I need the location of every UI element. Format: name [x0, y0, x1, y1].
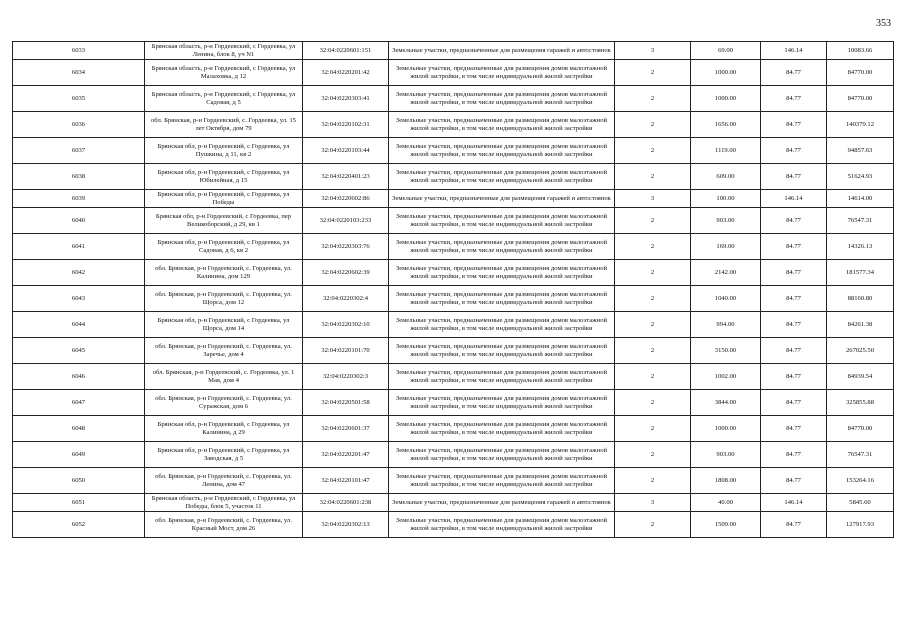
- row-number-cell: 6052: [13, 512, 145, 538]
- group-cell: 2: [615, 442, 691, 468]
- cadastral-number-cell: 32:04:0220302:13: [303, 512, 389, 538]
- table-row: [13, 390, 894, 416]
- cadastral-number-cell: 32:04:0220103:44: [303, 138, 389, 164]
- cadastral-value-cell: 84261.38: [827, 312, 894, 338]
- specific-value-cell: 146.14: [761, 494, 827, 512]
- table-row: [13, 286, 894, 312]
- table-row: [13, 208, 894, 234]
- cadastral-number-cell: 32:04:0220103:233: [303, 208, 389, 234]
- specific-value-cell: 84.77: [761, 260, 827, 286]
- cadastral-value-cell: 153264.16: [827, 468, 894, 494]
- cadastral-number-cell: 32:04:0220302:4: [303, 286, 389, 312]
- cadastral-value-cell: 325855.88: [827, 390, 894, 416]
- land-use-purpose-cell: Земельные участки, предназначенные для размещения домов малоэтажной жилой застройки, в том числе индивидуальной жилой застройки: [389, 286, 615, 312]
- group-cell: 2: [615, 112, 691, 138]
- specific-value-cell: 84.77: [761, 390, 827, 416]
- address-cell: Брянская область, р-н Гордеевский, с Гордеевка, ул Малаховка, д 12: [145, 60, 303, 86]
- specific-value-cell: 84.77: [761, 338, 827, 364]
- address-cell: Брянская область, р-н Гордеевский, с Гордеевка, ул Победы, блок 5, участок 11: [145, 494, 303, 512]
- row-number-cell: 6046: [13, 364, 145, 390]
- land-use-purpose-cell: Земельные участки, предназначенные для размещения домов малоэтажной жилой застройки, в том числе индивидуальной жилой застройки: [389, 208, 615, 234]
- group-cell: 2: [615, 468, 691, 494]
- table-row: [13, 234, 894, 260]
- table-row: [13, 190, 894, 208]
- row-number-cell: 6047: [13, 390, 145, 416]
- cadastral-value-cell: 51624.93: [827, 164, 894, 190]
- specific-value-cell: 84.77: [761, 138, 827, 164]
- area-cell: 1656.00: [691, 112, 761, 138]
- group-cell: 2: [615, 138, 691, 164]
- specific-value-cell: 84.77: [761, 468, 827, 494]
- area-cell: 903.00: [691, 442, 761, 468]
- address-cell: Брянская обл, р-н Гордеевский, с Гордеевка, ул Заводская, д 5: [145, 442, 303, 468]
- table-row: [13, 338, 894, 364]
- land-use-purpose-cell: Земельные участки, предназначенные для размещения гаражей и автостоянок: [389, 494, 615, 512]
- cadastral-value-cell: 76547.31: [827, 442, 894, 468]
- row-number-cell: 6043: [13, 286, 145, 312]
- group-cell: 2: [615, 364, 691, 390]
- land-use-purpose-cell: Земельные участки, предназначенные для размещения гаражей и автостоянок: [389, 42, 615, 60]
- cadastral-number-cell: 32:04:0220303:76: [303, 234, 389, 260]
- specific-value-cell: 146.14: [761, 42, 827, 60]
- group-cell: 3: [615, 494, 691, 512]
- specific-value-cell: 84.77: [761, 312, 827, 338]
- group-cell: 2: [615, 390, 691, 416]
- cadastral-number-cell: 32:04:0220102:31: [303, 112, 389, 138]
- area-cell: 994.00: [691, 312, 761, 338]
- table-row: [13, 364, 894, 390]
- area-cell: 1119.00: [691, 138, 761, 164]
- row-number-cell: 6034: [13, 60, 145, 86]
- land-use-purpose-cell: Земельные участки, предназначенные для размещения домов малоэтажной жилой застройки, в том числе индивидуальной жилой застройки: [389, 164, 615, 190]
- specific-value-cell: 84.77: [761, 164, 827, 190]
- area-cell: 2142.00: [691, 260, 761, 286]
- cadastral-value-cell: 127917.93: [827, 512, 894, 538]
- land-use-purpose-cell: Земельные участки, предназначенные для размещения домов малоэтажной жилой застройки, в том числе индивидуальной жилой застройки: [389, 468, 615, 494]
- address-cell: обл. Брянская, р-н Гордеевский, с. Гордеевка, ул. Красный Мост, дом 26: [145, 512, 303, 538]
- cadastral-value-cell: 140379.12: [827, 112, 894, 138]
- land-use-purpose-cell: Земельные участки, предназначенные для размещения гаражей и автостоянок: [389, 190, 615, 208]
- land-use-purpose-cell: Земельные участки, предназначенные для размещения домов малоэтажной жилой застройки, в том числе индивидуальной жилой застройки: [389, 442, 615, 468]
- specific-value-cell: 84.77: [761, 442, 827, 468]
- cadastral-number-cell: 32:04:0220101:70: [303, 338, 389, 364]
- cadastral-number-cell: 32:04:0220401:23: [303, 164, 389, 190]
- row-number-cell: 6051: [13, 494, 145, 512]
- cadastral-number-cell: 32:04:0220302:3: [303, 364, 389, 390]
- row-number-cell: 6044: [13, 312, 145, 338]
- group-cell: 2: [615, 416, 691, 442]
- page-number: 353: [876, 18, 891, 29]
- address-cell: Брянская обл, р-н Гордеевский, с Гордеевка, пер Великоборский, д 29, кв 1: [145, 208, 303, 234]
- row-number-cell: 6037: [13, 138, 145, 164]
- cadastral-number-cell: 32:04:0220501:58: [303, 390, 389, 416]
- specific-value-cell: 84.77: [761, 416, 827, 442]
- cadastral-number-cell: 32:04:0220302:10: [303, 312, 389, 338]
- cadastral-number-cell: 32:04:0220601:151: [303, 42, 389, 60]
- cadastral-value-cell: 94857.63: [827, 138, 894, 164]
- row-number-cell: 6041: [13, 234, 145, 260]
- group-cell: 2: [615, 260, 691, 286]
- cadastral-value-cell: 181577.34: [827, 260, 894, 286]
- area-cell: 1000.00: [691, 60, 761, 86]
- address-cell: обл. Брянская, р-н Гордеевский, с. Гордеевка, ул. Калинина, дом 129: [145, 260, 303, 286]
- specific-value-cell: 84.77: [761, 234, 827, 260]
- land-use-purpose-cell: Земельные участки, предназначенные для размещения домов малоэтажной жилой застройки, в том числе индивидуальной жилой застройки: [389, 512, 615, 538]
- specific-value-cell: 84.77: [761, 112, 827, 138]
- area-cell: 1509.00: [691, 512, 761, 538]
- specific-value-cell: 84.77: [761, 512, 827, 538]
- group-cell: 2: [615, 60, 691, 86]
- row-number-cell: 6040: [13, 208, 145, 234]
- address-cell: Брянская обл, р-н Гордеевский, с Гордеевка, ул Садовая, д 6, кв 2: [145, 234, 303, 260]
- land-use-purpose-cell: Земельные участки, предназначенные для размещения домов малоэтажной жилой застройки, в том числе индивидуальной жилой застройки: [389, 260, 615, 286]
- group-cell: 2: [615, 312, 691, 338]
- cadastral-value-cell: 84770.00: [827, 60, 894, 86]
- address-cell: Брянская обл, р-н Гордеевский, с Гордеевка, ул Щорса, дом 14: [145, 312, 303, 338]
- group-cell: 2: [615, 86, 691, 112]
- land-use-purpose-cell: Земельные участки, предназначенные для размещения домов малоэтажной жилой застройки, в том числе индивидуальной жилой застройки: [389, 364, 615, 390]
- table-row: [13, 42, 894, 60]
- row-number-cell: 6035: [13, 86, 145, 112]
- cadastral-number-cell: 32:04:0220602:39: [303, 260, 389, 286]
- row-number-cell: 6033: [13, 42, 145, 60]
- specific-value-cell: 84.77: [761, 208, 827, 234]
- cadastral-number-cell: 32:04:0220602:86: [303, 190, 389, 208]
- row-number-cell: 6038: [13, 164, 145, 190]
- table-row: [13, 512, 894, 538]
- address-cell: обл. Брянская, р-н Гордеевский, с. Гордеевка, ул. Щорса, дом 12: [145, 286, 303, 312]
- address-cell: обл. Брянская, р-н Гордеевский, с. Гордеевка, ул. Ленина, дом 47: [145, 468, 303, 494]
- cadastral-value-cell: 88160.80: [827, 286, 894, 312]
- address-cell: Брянская область, р-н Гордеевский, с Гордеевка, ул Садовая, д 5: [145, 86, 303, 112]
- specific-value-cell: 84.77: [761, 364, 827, 390]
- cadastral-number-cell: 32:04:0220101:47: [303, 468, 389, 494]
- cadastral-value-cell: 14326.13: [827, 234, 894, 260]
- cadastral-number-cell: 32:04:0220601:238: [303, 494, 389, 512]
- specific-value-cell: 84.77: [761, 286, 827, 312]
- area-cell: 609.00: [691, 164, 761, 190]
- cadastral-value-cell: 76547.31: [827, 208, 894, 234]
- cadastral-number-cell: 32:04:0220601:37: [303, 416, 389, 442]
- land-use-purpose-cell: Земельные участки, предназначенные для размещения домов малоэтажной жилой застройки, в том числе индивидуальной жилой застройки: [389, 60, 615, 86]
- table-row: [13, 442, 894, 468]
- address-cell: Брянская обл, р-н Гордеевский, с Гордеевка, ул Калинина, д 29: [145, 416, 303, 442]
- land-use-purpose-cell: Земельные участки, предназначенные для размещения домов малоэтажной жилой застройки, в том числе индивидуальной жилой застройки: [389, 390, 615, 416]
- cadastral-value-cell: 5845.60: [827, 494, 894, 512]
- cadastral-value-cell: 14614.00: [827, 190, 894, 208]
- area-cell: 1000.00: [691, 416, 761, 442]
- area-cell: 100.00: [691, 190, 761, 208]
- cadastral-value-cell: 84770.00: [827, 86, 894, 112]
- area-cell: 1808.00: [691, 468, 761, 494]
- table-row: [13, 312, 894, 338]
- row-number-cell: 6039: [13, 190, 145, 208]
- table-row: [13, 86, 894, 112]
- area-cell: 3150.00: [691, 338, 761, 364]
- address-cell: обл. Брянская, р-н Гордеевский, с. Гордеевка, ул. 1 Мая, дом 4: [145, 364, 303, 390]
- address-cell: обл. Брянская, р-н Гордеевский, с. Гордеевка, ул. 15 лет Октября, дом 79: [145, 112, 303, 138]
- table-row: [13, 164, 894, 190]
- cadastral-number-cell: 32:04:0220201:47: [303, 442, 389, 468]
- area-cell: 1002.00: [691, 364, 761, 390]
- cadastral-value-cell: 84770.00: [827, 416, 894, 442]
- table-row: [13, 468, 894, 494]
- group-cell: 2: [615, 286, 691, 312]
- group-cell: 2: [615, 208, 691, 234]
- row-number-cell: 6045: [13, 338, 145, 364]
- table-row: [13, 494, 894, 512]
- row-number-cell: 6042: [13, 260, 145, 286]
- cadastral-value-cell: 10083.66: [827, 42, 894, 60]
- address-cell: Брянская обл, р-н Гордеевский, с Гордеевка, ул Победы: [145, 190, 303, 208]
- specific-value-cell: 84.77: [761, 86, 827, 112]
- row-number-cell: 6036: [13, 112, 145, 138]
- address-cell: Брянская обл, р-н Гордеевский, с Гордеевка, ул Пушкина, д 11, кв 2: [145, 138, 303, 164]
- specific-value-cell: 84.77: [761, 60, 827, 86]
- table-row: [13, 138, 894, 164]
- land-registry-table: [12, 41, 894, 538]
- address-cell: обл. Брянская, р-н Гордеевский, с. Гордеевка, ул. Заречье, дом 4: [145, 338, 303, 364]
- specific-value-cell: 146.14: [761, 190, 827, 208]
- cadastral-number-cell: 32:04:0220201:42: [303, 60, 389, 86]
- area-cell: 903.00: [691, 208, 761, 234]
- cadastral-value-cell: 84939.54: [827, 364, 894, 390]
- land-use-purpose-cell: Земельные участки, предназначенные для размещения домов малоэтажной жилой застройки, в том числе индивидуальной жилой застройки: [389, 416, 615, 442]
- cadastral-value-cell: 267025.50: [827, 338, 894, 364]
- row-number-cell: 6049: [13, 442, 145, 468]
- address-cell: Брянская область, р-н Гордеевский, с Гордеевка, ул Ленина, блок 8, уч N1: [145, 42, 303, 60]
- area-cell: 69.00: [691, 42, 761, 60]
- group-cell: 2: [615, 234, 691, 260]
- group-cell: 2: [615, 338, 691, 364]
- group-cell: 2: [615, 164, 691, 190]
- table-row: [13, 60, 894, 86]
- table-row: [13, 112, 894, 138]
- address-cell: обл. Брянская, р-н Гордеевский, с. Гордеевка, ул. Суражская, дом 6: [145, 390, 303, 416]
- land-use-purpose-cell: Земельные участки, предназначенные для размещения домов малоэтажной жилой застройки, в том числе индивидуальной жилой застройки: [389, 234, 615, 260]
- area-cell: 40.00: [691, 494, 761, 512]
- land-use-purpose-cell: Земельные участки, предназначенные для размещения домов малоэтажной жилой застройки, в том числе индивидуальной жилой застройки: [389, 138, 615, 164]
- group-cell: 2: [615, 512, 691, 538]
- cadastral-number-cell: 32:04:0220303:41: [303, 86, 389, 112]
- area-cell: 1000.00: [691, 86, 761, 112]
- table-row: [13, 260, 894, 286]
- land-use-purpose-cell: Земельные участки, предназначенные для размещения домов малоэтажной жилой застройки, в том числе индивидуальной жилой застройки: [389, 86, 615, 112]
- group-cell: 3: [615, 42, 691, 60]
- land-use-purpose-cell: Земельные участки, предназначенные для размещения домов малоэтажной жилой застройки, в том числе индивидуальной жилой застройки: [389, 312, 615, 338]
- area-cell: 169.00: [691, 234, 761, 260]
- address-cell: Брянская обл, р-н Гордеевский, с Гордеевка, ул Юбилейная, д 15: [145, 164, 303, 190]
- area-cell: 3844.00: [691, 390, 761, 416]
- table-row: [13, 416, 894, 442]
- group-cell: 3: [615, 190, 691, 208]
- row-number-cell: 6050: [13, 468, 145, 494]
- land-use-purpose-cell: Земельные участки, предназначенные для размещения домов малоэтажной жилой застройки, в том числе индивидуальной жилой застройки: [389, 112, 615, 138]
- land-use-purpose-cell: Земельные участки, предназначенные для размещения домов малоэтажной жилой застройки, в том числе индивидуальной жилой застройки: [389, 338, 615, 364]
- row-number-cell: 6048: [13, 416, 145, 442]
- area-cell: 1040.00: [691, 286, 761, 312]
